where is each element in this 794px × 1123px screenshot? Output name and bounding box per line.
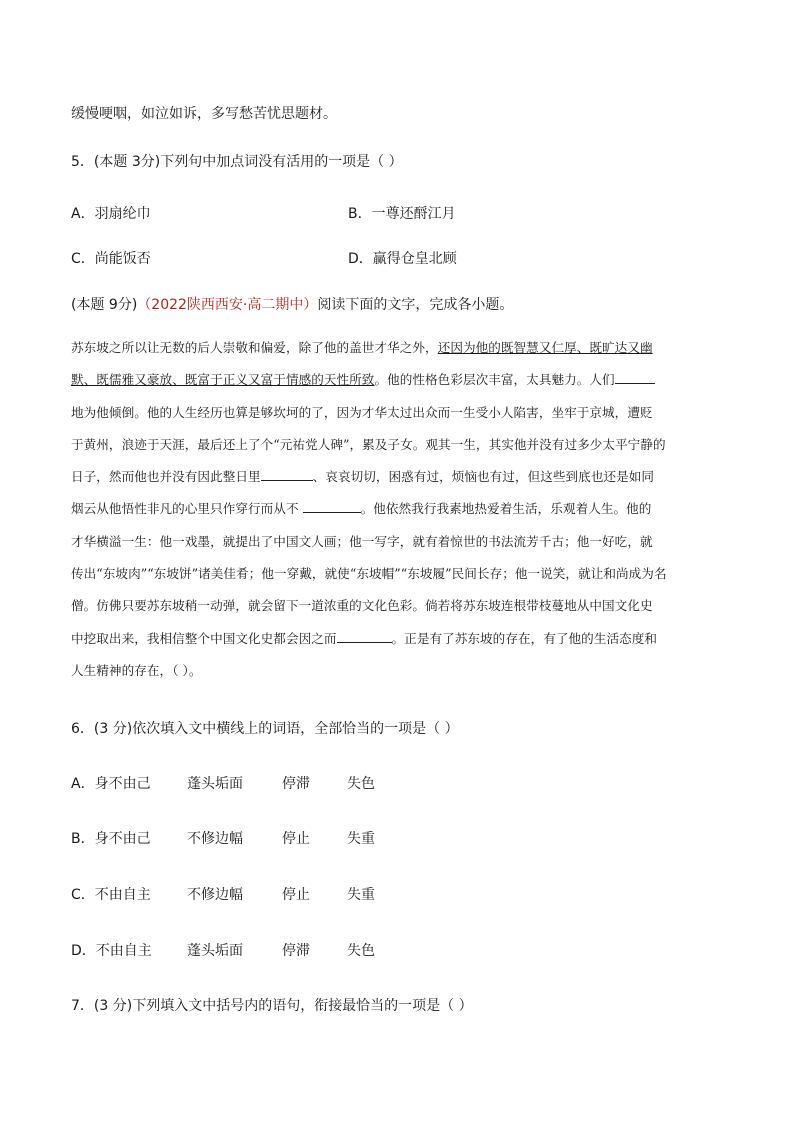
answer-blank-1 — [615, 371, 655, 384]
option-text: D．不由自主 — [71, 943, 152, 959]
group-score: (本题 9分) — [71, 297, 138, 313]
reading-passage — [71, 332, 723, 687]
q6-option-b[interactable] — [71, 828, 375, 848]
passage-line: 僧。仿佛只要苏东坡稍一动弹，就会留下一道浓重的文化色彩。倘若将苏东坡连根带枝蔓地从中国文化史 — [71, 598, 653, 614]
option-word: 失重 — [347, 887, 375, 903]
q6-option-d[interactable] — [71, 940, 375, 960]
answer-blank-4 — [337, 630, 392, 643]
answer-blank-3 — [303, 500, 361, 513]
question-5-stem: 5．(本题 3分)下列句中加点词没有活用的一项是（ ） — [71, 154, 403, 170]
option-word: 蓬头垢面 — [187, 943, 243, 959]
passage-text: 。他依然我行我素地热爱着生活，乐观着人生。他的 — [360, 501, 652, 517]
option-word: 停止 — [282, 831, 310, 847]
passage-line — [71, 623, 723, 655]
passage-line — [71, 332, 723, 364]
option-word: 停止 — [282, 887, 310, 903]
passage-line: 人生精神的存在，（ ）。 — [71, 662, 202, 678]
passage-line: 地为他倾倒。他的人生经历也算是够坎坷的了，因为才华太过出众而一生受小人陷害，坐牢于京城，遭贬 — [71, 404, 653, 420]
passage-text: 。正是有了苏东坡的存在，有了他的生活态度和 — [391, 630, 658, 646]
passage-line — [71, 493, 723, 525]
underlined-sentence: 默、既儒雅又豪放、既富于正义又富于情感的天性所致 — [71, 372, 375, 388]
q5-option-c[interactable]: C．尚能饭否 — [71, 251, 151, 267]
passage-line: 才华横溢一生：他一戏墨，就提出了中国文人画；他一写字，就有着惊世的书法流芳千古；他一好吃，就 — [71, 533, 653, 549]
q6-option-c[interactable] — [71, 884, 375, 904]
answer-blank-2 — [261, 468, 313, 481]
option-text: C．不由自主 — [71, 887, 151, 903]
option-word: 不修边幅 — [187, 831, 243, 847]
question-6-stem: 6．(3 分)依次填入文中横线上的词语，全部恰当的一项是（ ） — [71, 721, 459, 737]
passage-line — [71, 461, 723, 493]
passage-line — [71, 364, 723, 396]
option-text: A．身不由己 — [71, 776, 151, 792]
passage-text: 中挖取出来，我相信整个中国文化史都会因之而 — [71, 630, 337, 646]
option-text: B．身不由己 — [71, 831, 151, 847]
q5-option-a[interactable]: A．羽扇纶巾 — [71, 206, 151, 222]
option-word: 停滞 — [282, 943, 310, 959]
q5-option-b[interactable]: B．一尊还酹江月 — [348, 206, 456, 222]
group-instruction: 阅读下面的文字，完成各小题。 — [317, 297, 514, 313]
intro-line: 缓慢哽咽，如泣如诉，多写愁苦忧思题材。 — [71, 106, 337, 122]
question-group-header — [71, 294, 513, 314]
passage-text: 。他的性格色彩层次丰富，太具魅力。人们 — [374, 372, 615, 388]
passage-line: 于黄州，浪迹于天涯，最后还上了个“元祐党人碑”，累及子女。观其一生，其实他并没有过多少太平宁静的 — [71, 436, 666, 452]
option-word: 失重 — [347, 831, 375, 847]
passage-text: 、哀哀切切，困惑有过，烦恼也有过，但这些到底也还是如同 — [312, 469, 655, 485]
group-source: （2022陕西西安·高二期中） — [137, 297, 318, 313]
q5-option-row-2 — [71, 248, 457, 268]
passage-text: 苏东坡之所以让无数的后人崇敬和偏爱，除了他的盖世才华之外， — [71, 340, 438, 355]
q5-option-row-1 — [71, 203, 456, 223]
question-7-stem: 7．(3 分)下列填入文中括号内的语句，衔接最恰当的一项是（ ） — [71, 998, 473, 1014]
option-word: 停滞 — [282, 776, 310, 792]
passage-line: 传出“东坡肉”“东坡饼”诸美佳肴；他一穿戴，就使“东坡帽”“东坡履”民间长存；他一说笑，就让和尚成为名 — [71, 566, 667, 582]
passage-text: 日子，然而他也并没有因此整日里 — [71, 469, 261, 485]
underlined-sentence: 还因为他的既智慧又仁厚、既旷达又幽 — [437, 340, 653, 355]
passage-text: 烟云从他悟性非凡的心里只作穿行而从不 — [71, 501, 303, 517]
option-word: 失色 — [347, 943, 375, 959]
option-word: 失色 — [347, 776, 375, 792]
option-word: 蓬头垢面 — [187, 776, 243, 792]
q6-option-a[interactable] — [71, 773, 375, 793]
option-word: 不修边幅 — [187, 887, 243, 903]
q5-option-d[interactable]: D．赢得仓皇北顾 — [348, 251, 457, 267]
